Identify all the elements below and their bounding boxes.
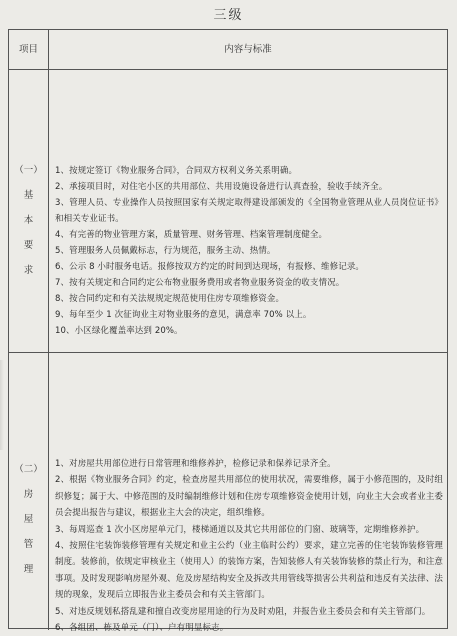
list-item: 8、按合同约定和有关法规规定规范使用住房专项维修资金。 (55, 294, 285, 304)
list-item: 3、管理人员、专业操作人员按照国家有关规定取得建设部颁发的《全国物业管理从业人员岗位证书》和相关专业证书。 (55, 198, 443, 224)
list-item: 5、对违反规划私搭乱建和擅自改变房屋用途的行为及时劝阻，并报告业主委员会和有关主管部门。 (55, 606, 431, 617)
list-item: 3、每周巡查 1 次小区房屋单元门，楼梯通道以及其它共用部位的门窗、玻璃等，定期维修养护。 (55, 524, 425, 535)
section-label-char: 本 (23, 215, 34, 226)
list-item: 1、按规定签订《物业服务合同》，合同双方权利义务关系明确。 (55, 166, 298, 176)
list-item: 2、承接项目时，对住宅小区的共用部位、共用设施设备进行认真查验，验收手续齐全。 (55, 182, 388, 192)
section-basic-requirements (9, 70, 447, 353)
section-label-char: 要 (23, 240, 34, 251)
header-project: 项目 (18, 44, 38, 55)
requirements-list (49, 163, 447, 339)
housing-management-list (49, 456, 447, 636)
header-content: 内容与标准 (224, 44, 272, 55)
list-item: 9、每年至少 1 次征询业主对物业服务的意见，满意率 70% 以上。 (55, 310, 312, 320)
section-label (9, 461, 48, 578)
list-item: 7、按有关规定和合同约定公布物业服务费用或者物业服务资金的收支情况。 (55, 278, 345, 288)
page-title: 三级 (213, 8, 244, 23)
section-label-char: 管 (23, 539, 34, 550)
list-item: 5、管理服务人员佩戴标志，行为规范，服务主动、热情。 (55, 246, 276, 256)
list-item: 6、公示 8 小时服务电话。报修按双方约定的时间到达现场，有报修、维修记录。 (55, 262, 365, 272)
list-item: 4、有完善的物业管理方案，质量管理、财务管理、档案管理制度健全。 (55, 230, 328, 240)
list-item: 4、按照住宅装饰装修管理有关规定和业主公约（业主临时公约）要求，建立完善的住宅装饰装修管理制度。装修前，依规定审核业主（使用人）的装饰方案，告知装修人有关装饰装修的禁止行为，和注意事项。及时发现影响房屋外观、危及房屋结构安全及拆改共用管线等损害公共利益和违反有关法律、法规的现象，发现后立即报告业主委员会和有关主管部门。 (55, 541, 443, 601)
list-item: 1、对房屋共用部位进行日常管理和维修养护，检修记录和保养记录齐全。 (55, 459, 336, 469)
section-label-char: 理 (23, 564, 34, 575)
section-label-char: 基 (23, 190, 34, 201)
list-item: 6、各组团、栋及单元（门）、户有明显标志。 (55, 623, 229, 634)
list-item: 2、根据《物业服务合同》约定，检查房屋共用部位的使用状况，需要维修，属于小修范围的，及时组织修复；属于大、中修范围的及时编制维修计划和住房专项维修资金使用计划，向业主大会或者业主委员会提出报告与建议，根据业主大会的决定，组织维修。 (55, 475, 443, 519)
section-label-number: （二） (14, 464, 43, 475)
table-header-row (9, 30, 447, 70)
section-label-char: 求 (23, 265, 34, 276)
section-label-char: 房 (23, 489, 34, 500)
scan-shadow (0, 360, 4, 450)
section-label (9, 162, 48, 279)
section-label-char: 屋 (23, 514, 34, 525)
standards-table (8, 29, 448, 634)
section-housing-management (9, 353, 447, 634)
section-label-number: （一） (14, 165, 43, 176)
list-item: 10、小区绿化覆盖率达到 20%。 (55, 326, 183, 336)
